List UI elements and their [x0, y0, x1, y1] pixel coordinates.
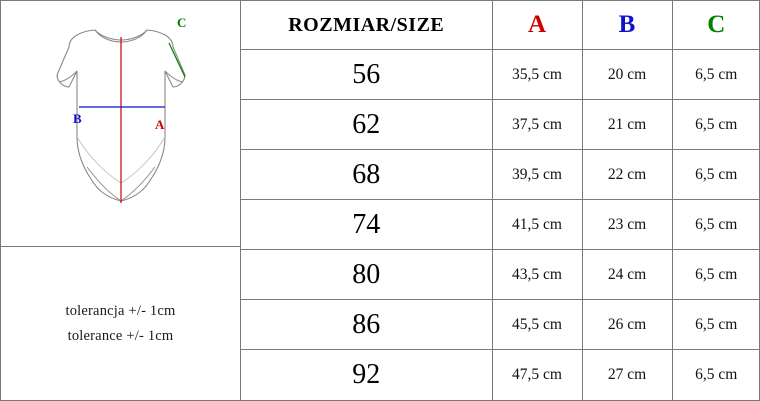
table-header-row [241, 1, 760, 50]
cell-c: 6,5 cm [672, 200, 760, 250]
cell-a: 37,5 cm [492, 100, 582, 150]
table-row [241, 150, 760, 200]
table-row [241, 100, 760, 150]
cell-b: 26 cm [582, 300, 672, 350]
cell-a: 41,5 cm [492, 200, 582, 250]
table-row [241, 200, 760, 250]
cell-a: 35,5 cm [492, 50, 582, 100]
label-a: A [155, 117, 165, 132]
cell-c: 6,5 cm [672, 250, 760, 300]
column-header-size: ROZMIAR/SIZE [241, 1, 492, 50]
cell-size: 62 [241, 100, 492, 150]
tolerance-note [1, 247, 241, 400]
bodysuit-illustration [9, 7, 233, 237]
cell-b: 22 cm [582, 150, 672, 200]
size-table [241, 1, 760, 400]
cell-a: 45,5 cm [492, 300, 582, 350]
cell-c: 6,5 cm [672, 300, 760, 350]
label-c: C [177, 15, 187, 30]
table-row [241, 250, 760, 300]
cell-b: 23 cm [582, 200, 672, 250]
cell-c: 6,5 cm [672, 50, 760, 100]
tolerance-line-pl: tolerancja +/- 1cm [65, 302, 176, 319]
cell-size: 74 [241, 200, 492, 250]
cell-c: 6,5 cm [672, 150, 760, 200]
garment-diagram-cell [1, 1, 241, 247]
cell-size: 80 [241, 250, 492, 300]
cell-a: 39,5 cm [492, 150, 582, 200]
cell-size: 56 [241, 50, 492, 100]
cell-b: 20 cm [582, 50, 672, 100]
table-row [241, 350, 760, 400]
left-panel [1, 1, 241, 400]
cell-size: 86 [241, 300, 492, 350]
cell-c: 6,5 cm [672, 100, 760, 150]
cell-b: 27 cm [582, 350, 672, 400]
table-row [241, 300, 760, 350]
cell-a: 43,5 cm [492, 250, 582, 300]
label-b: B [73, 111, 82, 126]
column-header-a: A [492, 1, 582, 50]
table-row [241, 50, 760, 100]
tolerance-line-en: tolerance +/- 1cm [67, 327, 174, 344]
cell-size: 92 [241, 350, 492, 400]
cell-a: 47,5 cm [492, 350, 582, 400]
cell-c: 6,5 cm [695, 366, 738, 384]
cell-b: 21 cm [582, 100, 672, 150]
cell-size: 68 [241, 150, 492, 200]
cell-b: 24 cm [582, 250, 672, 300]
column-header-c: C [672, 1, 760, 50]
column-header-b: B [582, 1, 672, 50]
